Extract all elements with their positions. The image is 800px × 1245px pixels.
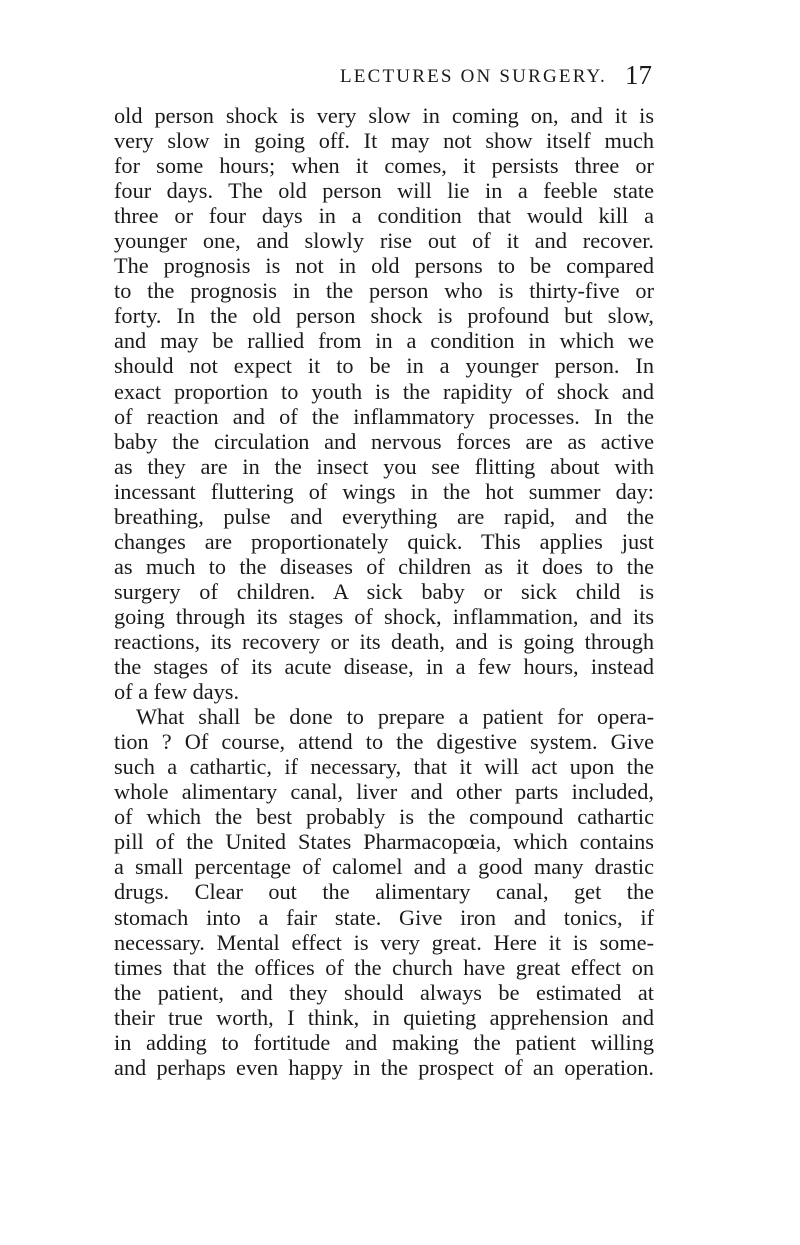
running-title: LECTURES ON SURGERY. bbox=[340, 66, 607, 87]
text-line: of reaction and of the inflammatory processes. In the bbox=[114, 403, 654, 429]
text-line: drugs. Clear out the alimentary canal, get the bbox=[114, 879, 654, 905]
text-line: such a cathartic, if necessary, that it will act upon the bbox=[114, 754, 654, 780]
text-line: very slow in going off. It may not show itself much bbox=[114, 128, 654, 154]
paragraph-start-line: What shall be done to prepare a patient for opera- bbox=[136, 704, 654, 730]
text-line: in adding to fortitude and making the patient willing bbox=[114, 1029, 654, 1055]
text-line: should not expect it to be in a younger person. In bbox=[114, 353, 654, 379]
text-line: going through its stages of shock, inflammation, and its bbox=[114, 603, 654, 629]
text-line: reactions, its recovery or its death, and is going through bbox=[114, 628, 654, 654]
running-head bbox=[212, 60, 652, 100]
text-line: changes are proportionately quick. This applies just bbox=[114, 528, 654, 554]
text-line: forty. In the old person shock is profound but slow, bbox=[114, 303, 654, 329]
text-line: younger one, and slowly rise out of it and recover. bbox=[114, 228, 654, 254]
text-line: the patient, and they should always be estimated at bbox=[114, 979, 654, 1005]
text-line: a small percentage of calomel and a good many drastic bbox=[114, 854, 654, 880]
text-line: whole alimentary canal, liver and other parts included, bbox=[114, 779, 654, 805]
text-line: exact proportion to youth is the rapidity of shock and bbox=[114, 378, 654, 404]
text-line: incessant fluttering of wings in the hot summer day: bbox=[114, 478, 654, 504]
page-number: 17 bbox=[625, 60, 652, 90]
text-line: stomach into a fair state. Give iron and tonics, if bbox=[114, 904, 654, 930]
text-line: the stages of its acute disease, in a few hours, instead bbox=[114, 654, 654, 680]
text-line: as they are in the insect you see flitting about with bbox=[114, 453, 654, 479]
text-line: as much to the diseases of children as it does to the bbox=[114, 553, 654, 579]
text-line: baby the circulation and nervous forces are as active bbox=[114, 428, 654, 454]
text-line: to the prognosis in the person who is thirty-five or bbox=[114, 278, 654, 304]
text-line: times that the offices of the church have great effect on bbox=[114, 954, 654, 980]
text-line: pill of the United States Pharmacopœia, which contains bbox=[114, 829, 654, 855]
text-line: and may be rallied from in a condition in which we bbox=[114, 328, 654, 354]
text-line: tion ? Of course, attend to the digestive system. Give bbox=[114, 729, 654, 755]
text-line: three or four days in a condition that would kill a bbox=[114, 203, 654, 229]
text-line: old person shock is very slow in coming on, and it is bbox=[114, 103, 654, 128]
text-line: necessary. Mental effect is very great. Here it is some- bbox=[114, 929, 654, 955]
text-line: four days. The old person will lie in a feeble state bbox=[114, 178, 654, 204]
text-line: The prognosis is not in old persons to be compared bbox=[114, 253, 654, 279]
text-line: breathing, pulse and everything are rapid, and the bbox=[114, 503, 654, 529]
text-line: of which the best probably is the compound cathartic bbox=[114, 804, 654, 830]
text-line: for some hours; when it comes, it persists three or bbox=[114, 153, 654, 179]
text-line: and perhaps even happy in the prospect of an operation. bbox=[114, 1054, 654, 1080]
text-line: their true worth, I think, in quieting apprehension and bbox=[114, 1004, 654, 1030]
paragraph-end-line: of a few days. bbox=[114, 679, 240, 705]
body-text bbox=[114, 103, 654, 1080]
text-line: surgery of children. A sick baby or sick child is bbox=[114, 578, 654, 604]
